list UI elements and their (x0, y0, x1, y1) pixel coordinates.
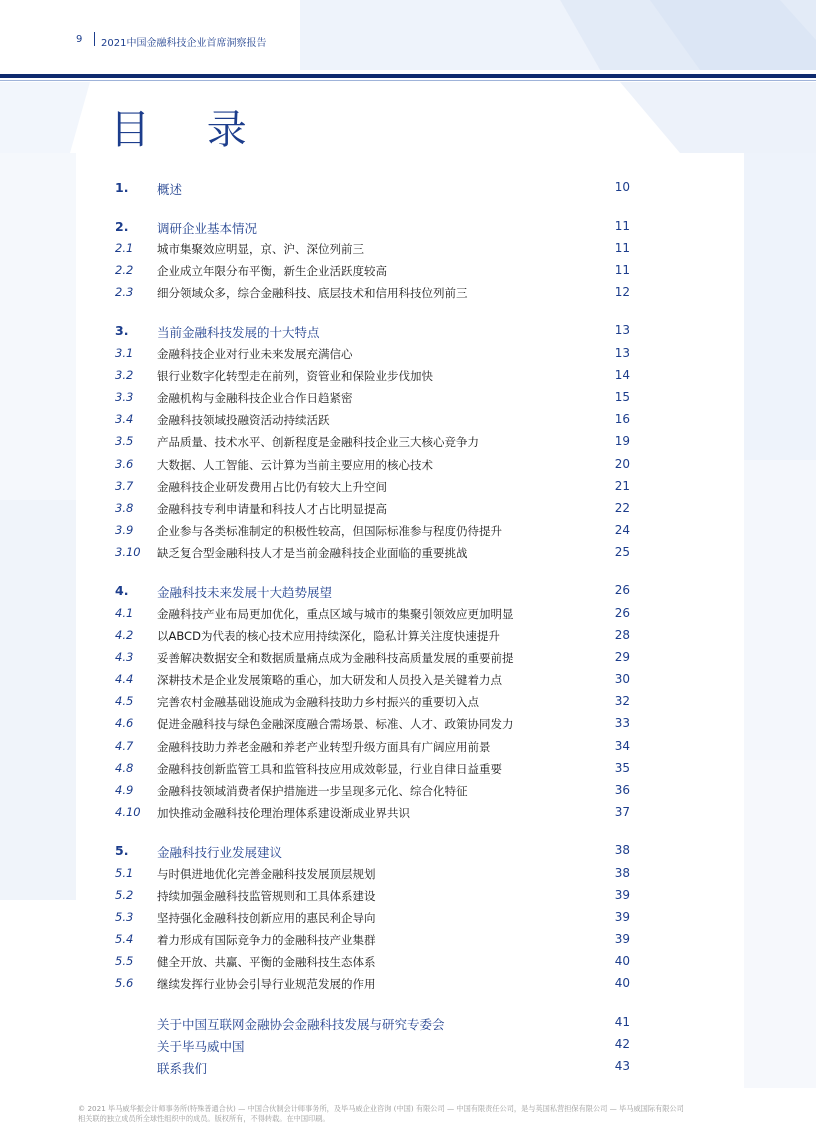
toc-entry-title: 着力形成有国际竞争力的金融科技产业集群 (157, 933, 376, 947)
toc-entry-page: 11 (614, 219, 630, 233)
toc-entry-title: 金融科技行业发展建议 (157, 845, 283, 860)
toc-entry-title: 产品质量、技术水平、创新程度是金融科技企业三大核心竞争力 (157, 435, 479, 449)
toc-entry-page: 35 (614, 761, 630, 775)
toc-entry-number: 4.3 (115, 650, 134, 664)
toc-entry-title: 深耕技术是企业发展策略的重心，加大研发和人员投入是关键着力点 (157, 673, 502, 687)
toc-entry-number: 4. (115, 583, 129, 598)
toc-entry-number: 4.8 (115, 761, 134, 775)
toc-entry-number: 3.6 (115, 457, 134, 471)
toc-entry[interactable] (0, 412, 816, 432)
toc-entry-title: 银行业数字化转型走在前列，资管业和保险业步伐加快 (157, 369, 433, 383)
toc-entry-title: 加快推动金融科技伦理治理体系建设渐成业界共识 (157, 806, 410, 820)
toc-entry-number: 3. (115, 323, 129, 338)
toc-entry-title: 金融科技企业研发费用占比仍有较大上升空间 (157, 480, 387, 494)
toc-entry-number: 5.2 (115, 888, 134, 902)
toc-entry-title: 金融科技专利申请量和科技人才占比明显提高 (157, 502, 387, 516)
copyright-line-2: 相关联的独立成员所全球性组织中的成员。版权所有，不得转载。在中国印刷。 (78, 1114, 330, 1123)
toc-entry-number: 3.9 (115, 523, 134, 537)
toc-entry-title: 概述 (157, 182, 183, 197)
toc-entry-title: 金融科技创新监管工具和监管科技应用成效彰显，行业自律日益重要 (157, 762, 502, 776)
toc-entry-title: 关于中国互联网金融协会金融科技发展与研究专委会 (157, 1017, 445, 1032)
toc-entry-number: 4.9 (115, 783, 134, 797)
toc-entry-title: 大数据、人工智能、云计算为当前主要应用的核心技术 (157, 458, 433, 472)
toc-entry[interactable] (0, 1015, 816, 1035)
toc-entry-number: 4.7 (115, 739, 134, 753)
page-header (0, 0, 816, 80)
toc-entry-number: 4.1 (115, 606, 134, 620)
toc-entry[interactable] (0, 241, 816, 261)
toc-entry-title: 促进金融科技与绿色金融深度融合需场景、标准、人才、政策协同发力 (157, 717, 514, 731)
toc-entry[interactable] (0, 910, 816, 930)
header-rule (0, 80, 816, 81)
copyright-line-1: © 2021 毕马威华振会计师事务所(特殊普通合伙) — 中国合伙制会计师事务所，及毕马威企业咨询 (中国) 有限公司 — 中国有限责任公司，是与英国私营担保有限公司 — 毕马威国际有限公司 (78, 1104, 684, 1113)
toc-entry-page: 11 (614, 241, 630, 255)
toc-entry-number: 4.4 (115, 672, 134, 686)
toc-entry-page: 14 (614, 368, 630, 382)
toc-entry-title: 金融科技企业对行业未来发展充满信心 (157, 347, 353, 361)
toc-entry-page: 28 (614, 628, 630, 642)
toc-entry-page: 30 (614, 672, 630, 686)
toc-entry-title: 企业成立年限分布平衡，新生企业活跃度较高 (157, 264, 387, 278)
toc-entry[interactable] (0, 180, 816, 200)
toc-entry-number: 3.8 (115, 501, 134, 515)
toc-entry-page: 40 (614, 954, 630, 968)
toc-entry-page: 32 (614, 694, 630, 708)
toc-entry-title: 妥善解决数据安全和数据质量痛点成为金融科技高质量发展的重要前提 (157, 651, 514, 665)
toc-entry-page: 16 (614, 412, 630, 426)
toc-entry-number: 3.10 (115, 545, 141, 559)
toc-entry-title: 持续加强金融科技监管规则和工具体系建设 (157, 889, 376, 903)
toc-entry[interactable] (0, 346, 816, 366)
toc-entry-number: 3.5 (115, 434, 134, 448)
toc-entry[interactable] (0, 739, 816, 759)
toc-entry[interactable] (0, 285, 816, 305)
toc-entry-number: 1. (115, 180, 129, 195)
toc-entry-number: 3.3 (115, 390, 134, 404)
page-number: 9 (76, 34, 83, 45)
toc-entry-title: 以ABCD为代表的核心技术应用持续深化，隐私计算关注度快速提升 (157, 629, 500, 643)
toc-entry-page: 39 (614, 910, 630, 924)
toc-entry-page: 36 (614, 783, 630, 797)
toc-entry-number: 5.6 (115, 976, 134, 990)
toc-entry-number: 4.10 (115, 805, 141, 819)
toc-entry-number: 4.2 (115, 628, 134, 642)
toc-entry-title: 完善农村金融基础设施成为金融科技助力乡村振兴的重要切入点 (157, 695, 479, 709)
toc-entry-number: 3.4 (115, 412, 134, 426)
toc-entry[interactable] (0, 583, 816, 603)
toc-entry-title: 细分领域众多，综合金融科技、底层技术和信用科技位列前三 (157, 286, 468, 300)
toc-entry-title: 企业参与各类标准制定的积极性较高，但国际标准参与程度仍待提升 (157, 524, 502, 538)
toc-entry[interactable] (0, 545, 816, 565)
toc-entry[interactable] (0, 523, 816, 543)
toc-entry[interactable] (0, 219, 816, 239)
toc-entry-page: 21 (614, 479, 630, 493)
toc-entry[interactable] (0, 843, 816, 863)
toc-entry[interactable] (0, 761, 816, 781)
toc-entry-page: 41 (614, 1015, 630, 1029)
toc-entry-page: 26 (614, 606, 630, 620)
toc-entry[interactable] (0, 716, 816, 736)
toc-entry[interactable] (0, 976, 816, 996)
toc-entry[interactable] (0, 390, 816, 410)
toc-entry-page: 10 (614, 180, 630, 194)
toc-entry-title: 金融科技领域投融资活动持续活跃 (157, 413, 330, 427)
toc-entry-title: 金融机构与金融科技企业合作日趋紧密 (157, 391, 353, 405)
toc-entry-page: 39 (614, 932, 630, 946)
toc-entry-number: 2.1 (115, 241, 134, 255)
toc-entry-title: 金融科技领域消费者保护措施进一步呈现多元化、综合化特征 (157, 784, 468, 798)
toc-entry-title: 金融科技未来发展十大趋势展望 (157, 585, 333, 600)
toc-entry-page: 25 (614, 545, 630, 559)
toc-entry[interactable] (0, 650, 816, 670)
toc-entry-title: 联系我们 (157, 1061, 208, 1076)
toc-entry-number: 5.3 (115, 910, 134, 924)
toc-entry-page: 34 (614, 739, 630, 753)
toc-entry[interactable] (0, 323, 816, 343)
toc-entry[interactable] (0, 672, 816, 692)
toc-entry-title: 当前金融科技发展的十大特点 (157, 325, 320, 340)
toc-entry[interactable] (0, 628, 816, 648)
toc-entry-number: 5.1 (115, 866, 134, 880)
toc-entry[interactable] (0, 866, 816, 886)
toc-entry-number: 5. (115, 843, 129, 858)
toc-entry[interactable] (0, 1059, 816, 1079)
toc-entry[interactable] (0, 606, 816, 626)
toc-entry[interactable] (0, 932, 816, 952)
toc-entry-page: 20 (614, 457, 630, 471)
toc-entry[interactable] (0, 368, 816, 388)
toc-entry[interactable] (0, 954, 816, 974)
toc-entry[interactable] (0, 783, 816, 803)
toc-entry[interactable] (0, 434, 816, 454)
toc-entry-page: 15 (614, 390, 630, 404)
toc-entry-number: 2.3 (115, 285, 134, 299)
toc-entry[interactable] (0, 888, 816, 908)
toc-entry[interactable] (0, 263, 816, 283)
toc-entry-number: 2. (115, 219, 129, 234)
toc-entry-page: 40 (614, 976, 630, 990)
toc-entry-page: 38 (614, 866, 630, 880)
toc-entry-page: 22 (614, 501, 630, 515)
toc-entry-number: 5.4 (115, 932, 134, 946)
toc-entry-page: 38 (614, 843, 630, 857)
toc-entry[interactable] (0, 694, 816, 714)
toc-entry-title: 与时俱进地优化完善金融科技发展顶层规划 (157, 867, 376, 881)
toc-entry-page: 13 (614, 346, 630, 360)
toc-entry-page: 24 (614, 523, 630, 537)
toc-entry-title: 金融科技助力养老金融和养老产业转型升级方面具有广阔应用前景 (157, 740, 491, 754)
toc-entry-page: 37 (614, 805, 630, 819)
toc-entry-page: 39 (614, 888, 630, 902)
toc-entry-page: 26 (614, 583, 630, 597)
toc-entry-number: 3.2 (115, 368, 134, 382)
toc-entry-title: 坚持强化金融科技创新应用的惠民利企导向 (157, 911, 376, 925)
toc-entry-title: 缺乏复合型金融科技人才是当前金融科技企业面临的重要挑战 (157, 546, 468, 560)
toc-entry[interactable] (0, 479, 816, 499)
toc-entry[interactable] (0, 1037, 816, 1057)
copyright-footer (78, 1104, 748, 1124)
toc-entry-page: 42 (614, 1037, 630, 1051)
header-divider (94, 32, 95, 46)
toc-entry-page: 19 (614, 434, 630, 448)
toc-entry[interactable] (0, 457, 816, 477)
toc-entry-page: 43 (614, 1059, 630, 1073)
toc-entry-page: 33 (614, 716, 630, 730)
toc-entry-number: 5.5 (115, 954, 134, 968)
toc-entry-page: 11 (614, 263, 630, 277)
toc-entry-title: 城市集聚效应明显，京、沪、深位列前三 (157, 242, 364, 256)
toc-heading: 目 录 (110, 107, 269, 153)
toc-entry[interactable] (0, 805, 816, 825)
toc-entry-number: 3.7 (115, 479, 134, 493)
toc-entry-title: 调研企业基本情况 (157, 221, 258, 236)
toc-entry-page: 12 (614, 285, 630, 299)
toc-entry-title: 健全开放、共赢、平衡的金融科技生态体系 (157, 955, 376, 969)
toc-entry-title: 金融科技产业布局更加优化，重点区域与城市的集聚引领效应更加明显 (157, 607, 514, 621)
toc-entry-number: 3.1 (115, 346, 134, 360)
toc-entry-number: 4.5 (115, 694, 134, 708)
header-bar (0, 74, 816, 78)
toc-entry[interactable] (0, 501, 816, 521)
toc-entry-number: 4.6 (115, 716, 134, 730)
toc-entry-page: 29 (614, 650, 630, 664)
toc-entry-title: 关于毕马威中国 (157, 1039, 245, 1054)
report-title: 2021中国金融科技企业首席洞察报告 (101, 38, 267, 49)
toc-entry-title: 继续发挥行业协会引导行业规范发展的作用 (157, 977, 376, 991)
toc-entry-page: 13 (614, 323, 630, 337)
toc-entry-number: 2.2 (115, 263, 134, 277)
